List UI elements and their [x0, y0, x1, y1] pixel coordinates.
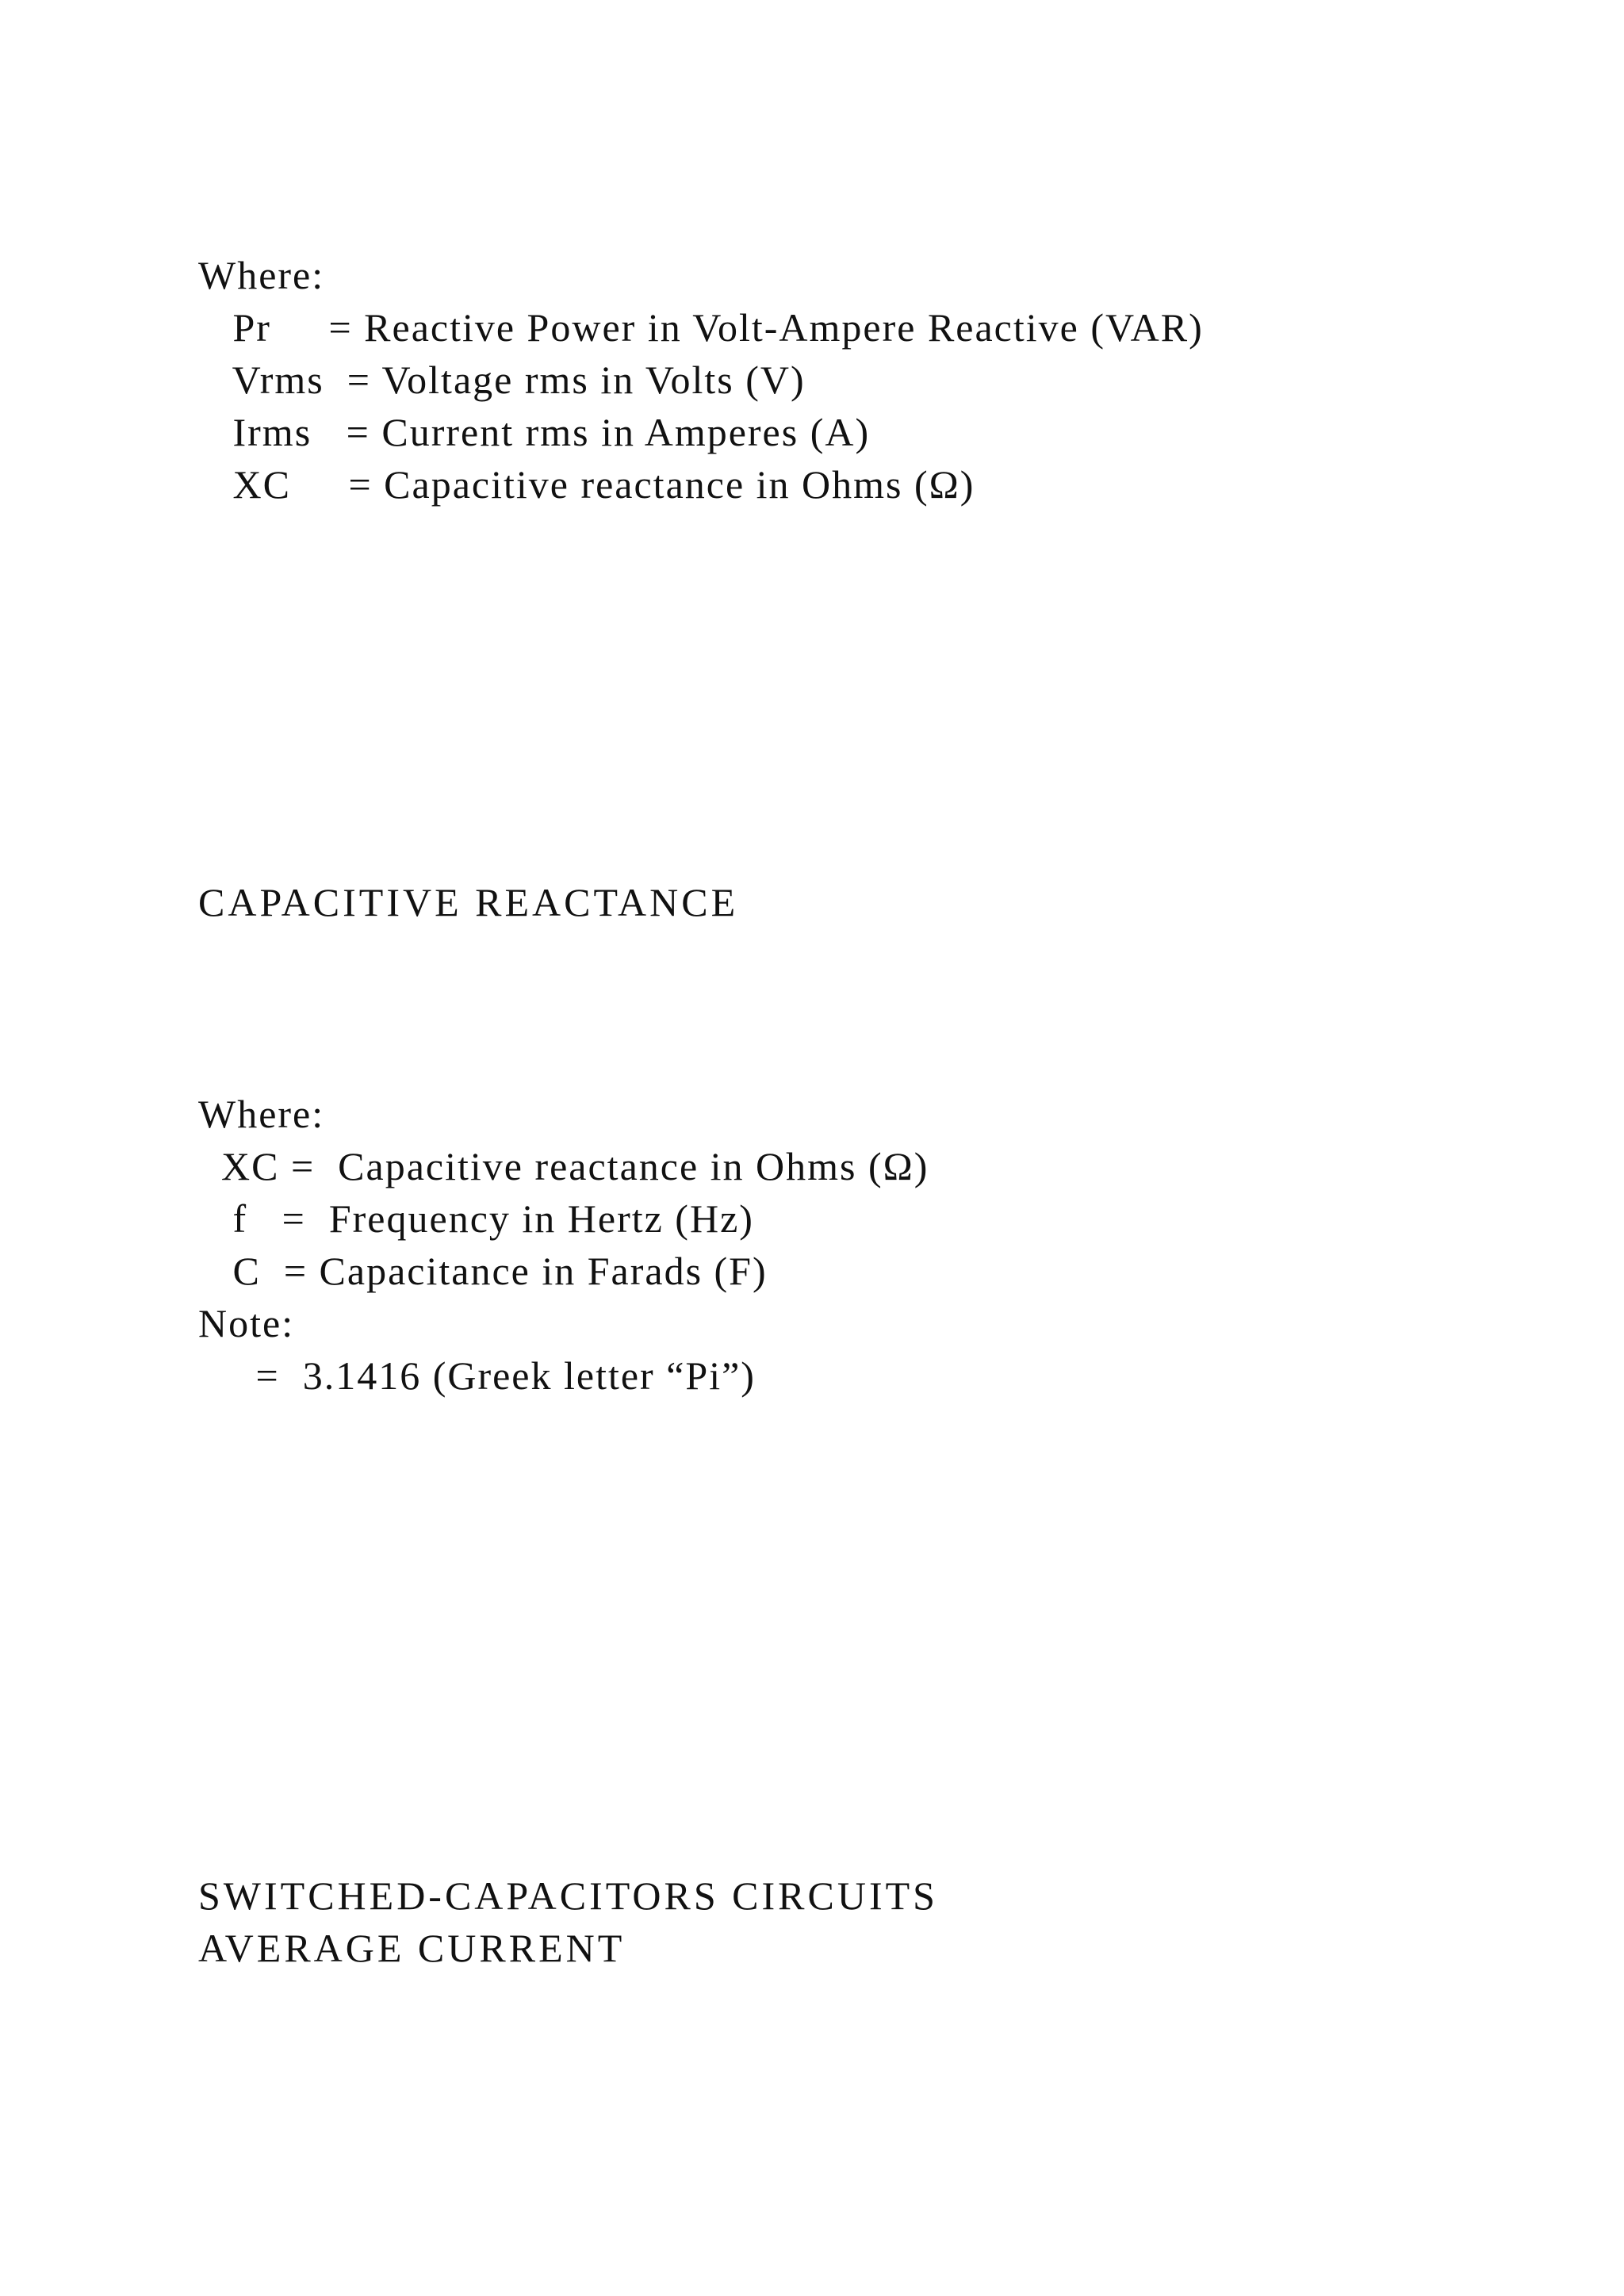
- heading-switched-capacitors: SWITCHED-CAPACITORS CIRCUITS: [198, 1873, 938, 1918]
- definition-pr: Pr = Reactive Power in Volt-Ampere Reactive (VAR): [198, 305, 1204, 350]
- where-label-1: Where:: [198, 253, 325, 297]
- definition-c: C = Capacitance in Farads (F): [198, 1249, 768, 1293]
- note-pi: = 3.1416 (Greek letter “Pi”): [198, 1353, 756, 1398]
- where-label-2: Where:: [198, 1092, 325, 1136]
- definition-xc: XC = Capacitive reactance in Ohms (Ω): [198, 462, 975, 507]
- definition-f: f = Frequency in Hertz (Hz): [198, 1196, 754, 1241]
- heading-capacitive-reactance: CAPACITIVE REACTANCE: [198, 880, 739, 924]
- definition-xc-2: XC = Capacitive reactance in Ohms (Ω): [198, 1144, 929, 1188]
- heading-average-current: AVERAGE CURRENT: [198, 1926, 626, 1970]
- note-label: Note:: [198, 1301, 295, 1345]
- definition-vrms: Vrms = Voltage rms in Volts (V): [198, 358, 806, 402]
- definition-irms: Irms = Current rms in Amperes (A): [198, 410, 871, 454]
